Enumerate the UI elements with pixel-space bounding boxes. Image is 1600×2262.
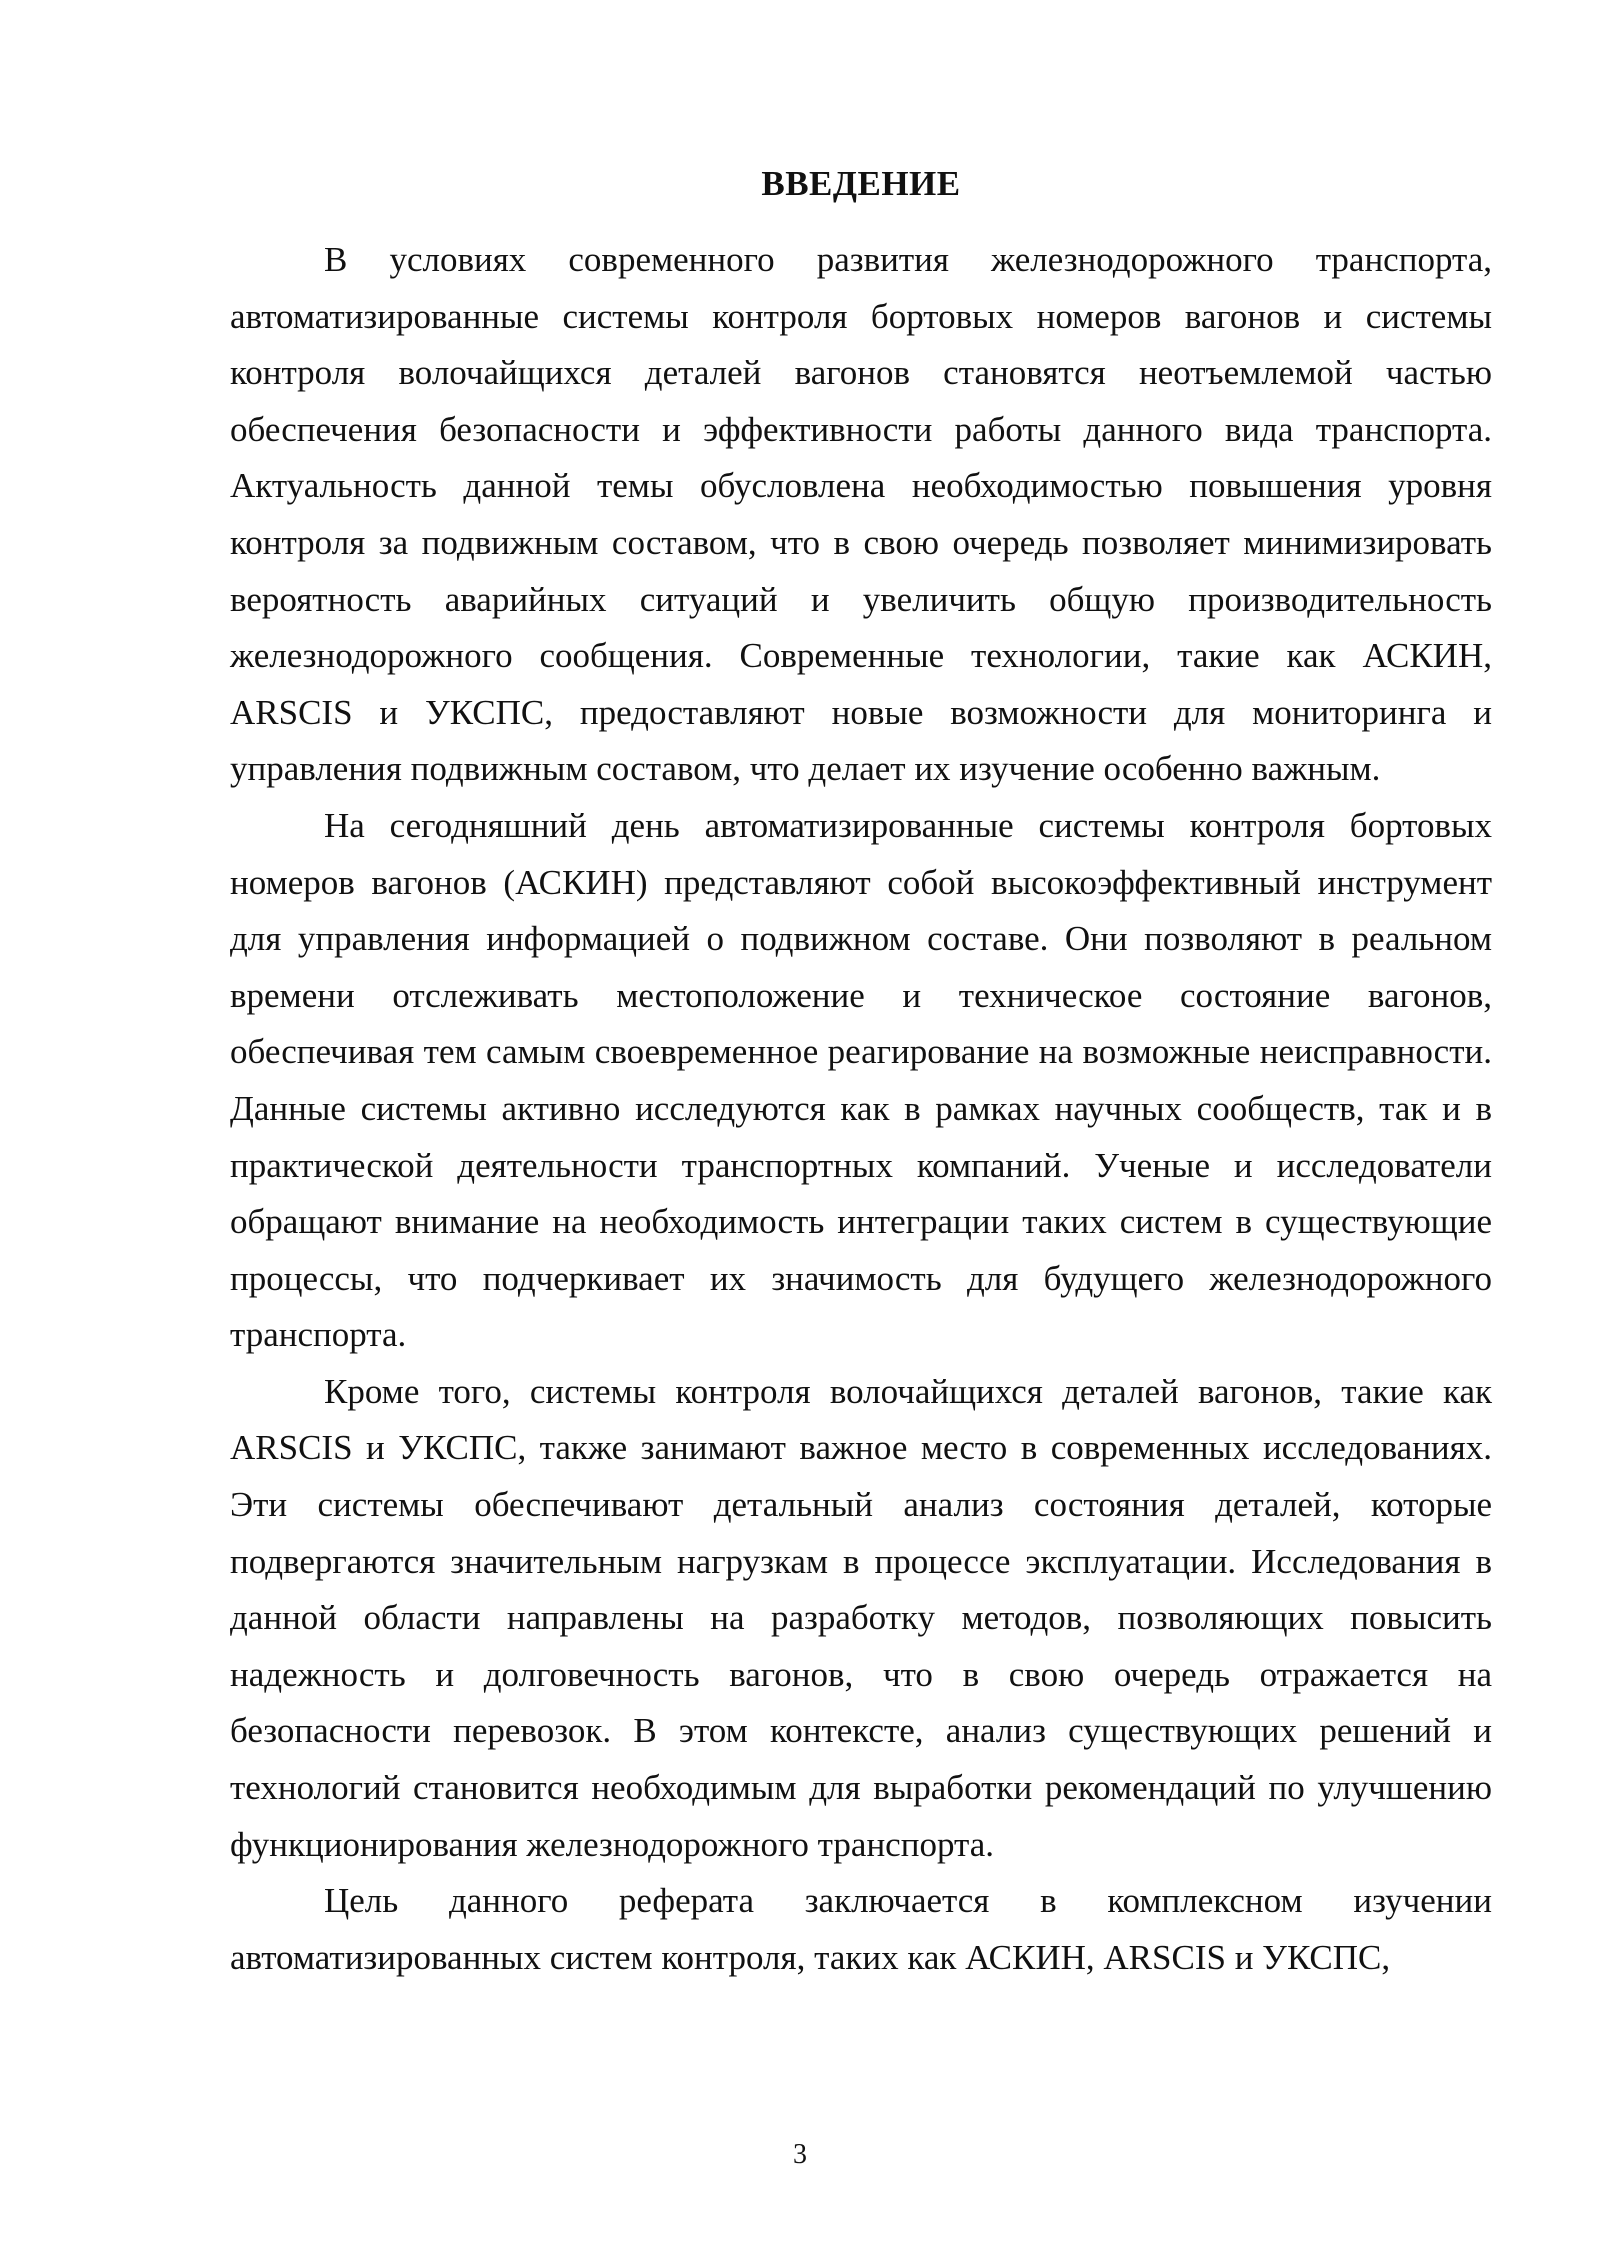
paragraph-4: Цель данного реферата заключается в комплексном изучении автоматизированных систем контроля, таких как АСКИН, ARSCIS и УКСПС, bbox=[230, 1881, 1492, 1977]
paragraph-1: В условиях современного развития железнодорожного транспорта, автоматизированные системы контроля бортовых номеров вагонов и системы контроля волочайщихся деталей вагонов становятся неотъемлемой частью обеспечения безопасности и эффективности работы данного вида транспорта. Актуальность данной темы обусловлена необходимостью повышения уровня контроля за подвижным составом, что в свою очередь позволяет минимизировать вероятность аварийных ситуаций и увеличить общую производительность железнодорожного сообщения. Современные технологии, такие как АСКИН, ARSCIS и УКСПС, предоставляют новые возможности для мониторинга и управления подвижным составом, что делает их изучение особенно важным. bbox=[230, 240, 1492, 789]
section-title: ВВЕДЕНИЕ bbox=[761, 164, 961, 203]
page-body bbox=[230, 156, 1492, 1986]
page-number: 3 bbox=[793, 2139, 807, 2170]
paragraph-2: На сегодняшний день автоматизированные системы контроля бортовых номеров вагонов (АСКИН) представляют собой высокоэффективный инструмент для управления информацией о подвижном составе. Они позволяют в реальном времени отслеживать местоположение и техническое состояние вагонов, обеспечивая тем самым своевременное реагирование на возможные неисправности. Данные системы активно исследуются как в рамках научных сообществ, так и в практической деятельности транспортных компаний. Ученые и исследователи обращают внимание на необходимость интеграции таких систем в существующие процессы, что подчеркивает их значимость для будущего железнодорожного транспорта. bbox=[230, 805, 1492, 1355]
paragraph-3: Кроме того, системы контроля волочайщихся деталей вагонов, такие как ARSCIS и УКСПС, также занимают важное место в современных исследованиях. Эти системы обеспечивают детальный анализ состояния деталей, которые подвергаются значительным нагрузкам в процессе эксплуатации. Исследования в данной области направлены на разработку методов, позволяющих повысить надежность и долговечность вагонов, что в свою очередь отражается на безопасности перевозок. В этом контексте, анализ существующих решений и технологий становится необходимым для выработки рекомендаций по улучшению функционирования железнодорожного транспорта. bbox=[230, 1371, 1492, 1864]
